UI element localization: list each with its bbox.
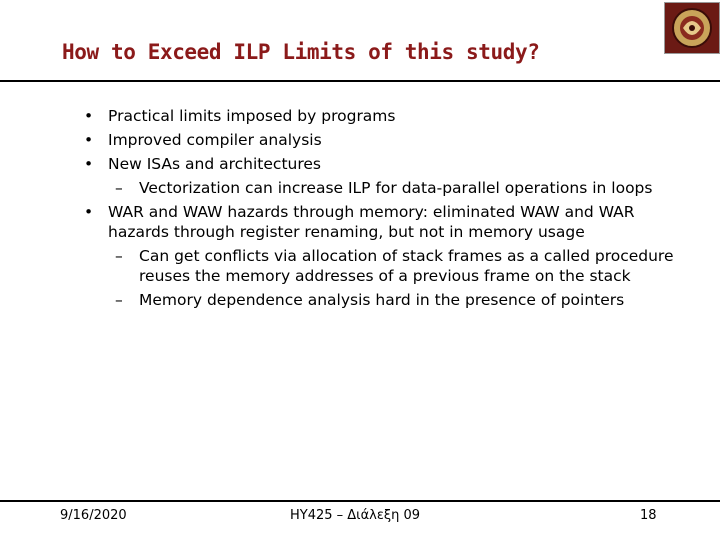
footer-course: ΗΥ425 – Διάλεξη 09	[290, 508, 421, 523]
bullet-item	[84, 130, 694, 150]
bullet-item	[84, 106, 694, 126]
university-seal-icon	[664, 2, 720, 54]
page-number: 18	[640, 508, 657, 523]
sub-bullet-item	[84, 246, 694, 286]
bullet-marker: •	[84, 107, 94, 125]
bullet-item	[84, 154, 694, 174]
bullet-text: New ISAs and architectures	[108, 155, 321, 173]
sub-bullet-text: Vectorization can increase ILP for data-parallel operations in loops	[139, 179, 653, 197]
slide-content	[84, 106, 694, 314]
bullet-text: Improved compiler analysis	[108, 131, 322, 149]
sub-bullet-text: Can get conflicts via allocation of stack frames as a called procedure reuses the memory addresses of a previous frame on the stack	[139, 247, 674, 285]
sub-bullet-item	[84, 178, 694, 198]
bullet-marker: •	[84, 131, 94, 149]
sub-bullet-item	[84, 290, 694, 310]
footer-divider	[0, 500, 720, 502]
slide-title: How to Exceed ILP Limits of this study?	[62, 40, 540, 64]
bullet-marker: •	[84, 155, 94, 173]
sub-bullet-marker: –	[115, 179, 123, 197]
title-divider	[0, 80, 720, 82]
footer-date: 9/16/2020	[60, 508, 127, 523]
bullet-item	[84, 202, 694, 242]
bullet-marker: •	[84, 203, 94, 221]
sub-bullet-marker: –	[115, 291, 123, 309]
bullet-text: Practical limits imposed by programs	[108, 107, 396, 125]
sub-bullet-marker: –	[115, 247, 123, 265]
sub-bullet-text: Memory dependence analysis hard in the presence of pointers	[139, 291, 625, 309]
bullet-text: WAR and WAW hazards through memory: eliminated WAW and WAR hazards through register renaming, but not in memory usage	[108, 203, 635, 241]
